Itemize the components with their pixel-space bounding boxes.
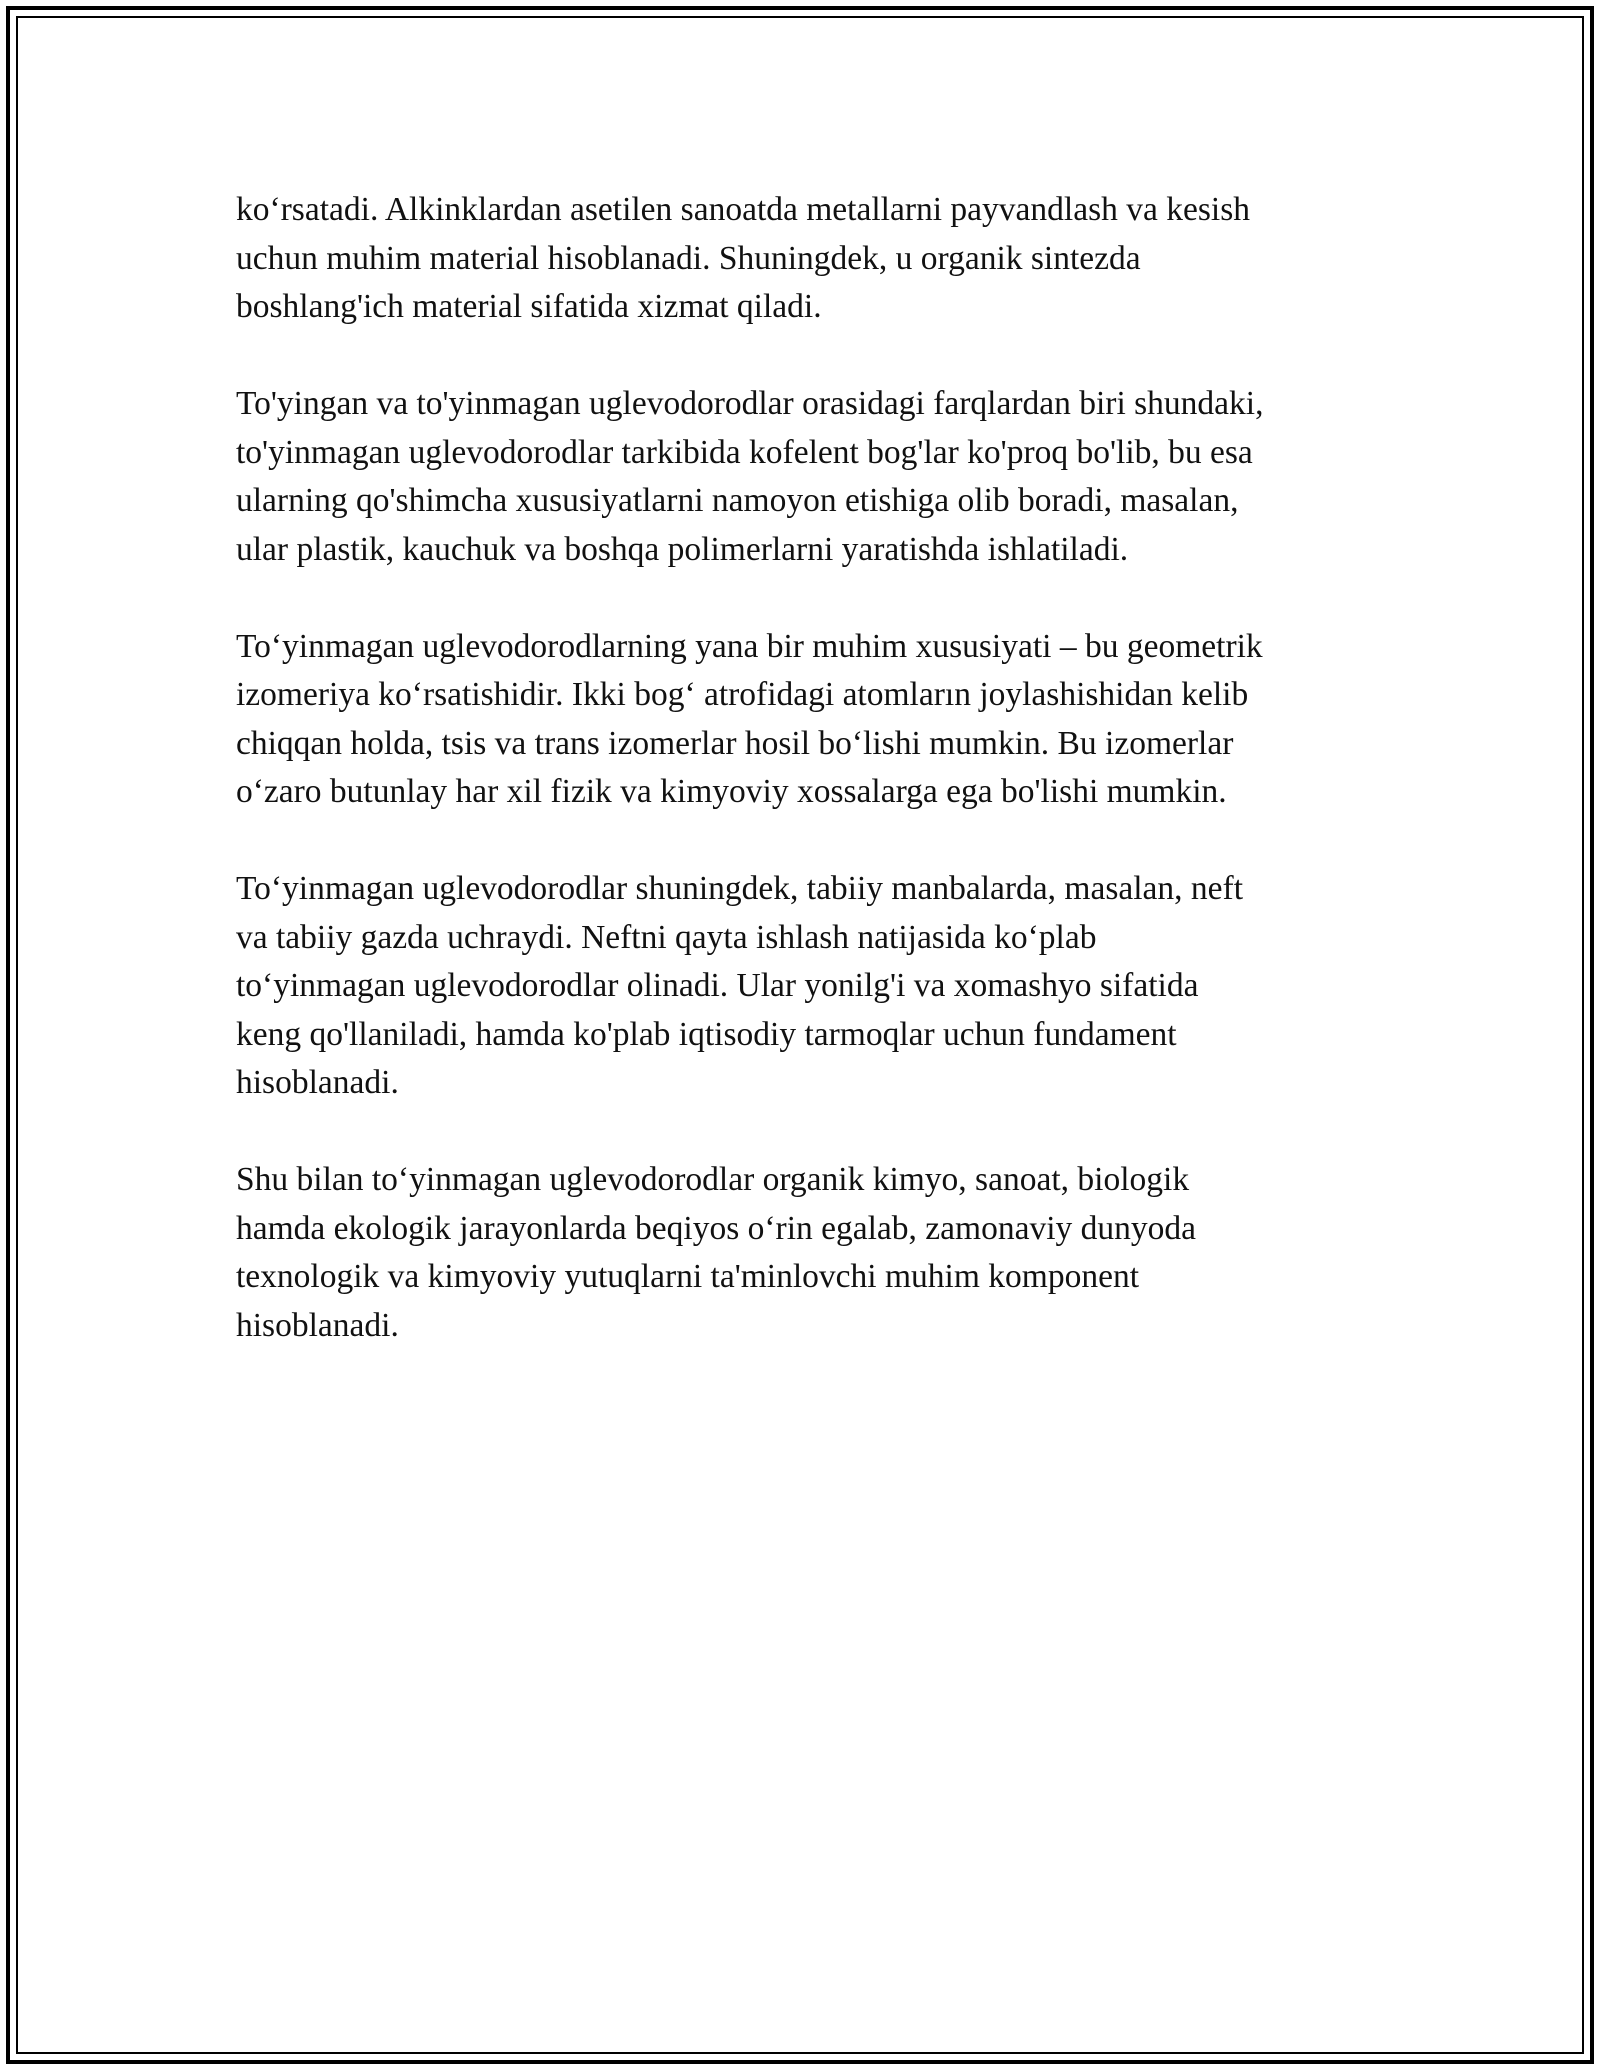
paragraph-1: ko‘rsatadi. Alkinklardan asetilen sanoatda metallarni payvandlash va kesish uchun muhim material hisoblanadi. Shuningdek, u organik sintezda boshlang'ich material sifatida xizmat qiladi. (236, 191, 1250, 325)
document-body (236, 186, 1376, 1399)
paragraph-4: To‘yinmagan uglevodorodlar shuningdek, tabiiy manbalarda, masalan, neft va tabiiy gazda uchraydi. Neftni qayta ishlash natijasida ko‘plab to‘yinmagan uglevodorodlar olinadi. Ular yonilg'i va xomashyo sifatida keng qo'llaniladi, hamda ko'plab iqtisodiy tarmoqlar uchun fundament hisoblanadi. (236, 870, 1244, 1101)
paragraph-5: Shu bilan to‘yinmagan uglevodorodlar organik kimyo, sanoat, biologik hamda ekologik jarayonlarda beqiyos o‘rin egalab, zamonaviy dunyoda texnologik va kimyoviy yutuqlarni ta'minlovchi muhim komponent hisoblanadi. (236, 1161, 1197, 1344)
paragraph-2: To'yingan va to'yinmagan uglevodorodlar orasidagi farqlardan biri shundaki, to'yinmagan uglevodorodlar tarkibida kofelent bog'lar ko'proq bo'lib, bu esa ularning qo'shimcha xususiyatlarni namoyon etishiga olib boradi, masalan, ular plastik, kauchuk va boshqa polimerlarni yaratishda ishlatiladi. (236, 385, 1264, 568)
paragraph-3: To‘yinmagan uglevodorodlarning yana bir muhim xususiyati – bu geometrik izomeriya ko‘rsatishidir. Ikki bog‘ atrofidagi atomların joylashishidan kelib chiqqan holda, tsis va trans izomerlar hosil bo‘lishi mumkin. Bu izomerlar o‘zaro butunlay har xil fizik va kimyoviy xossalarga ega bo'lishi mumkin. (236, 627, 1263, 810)
